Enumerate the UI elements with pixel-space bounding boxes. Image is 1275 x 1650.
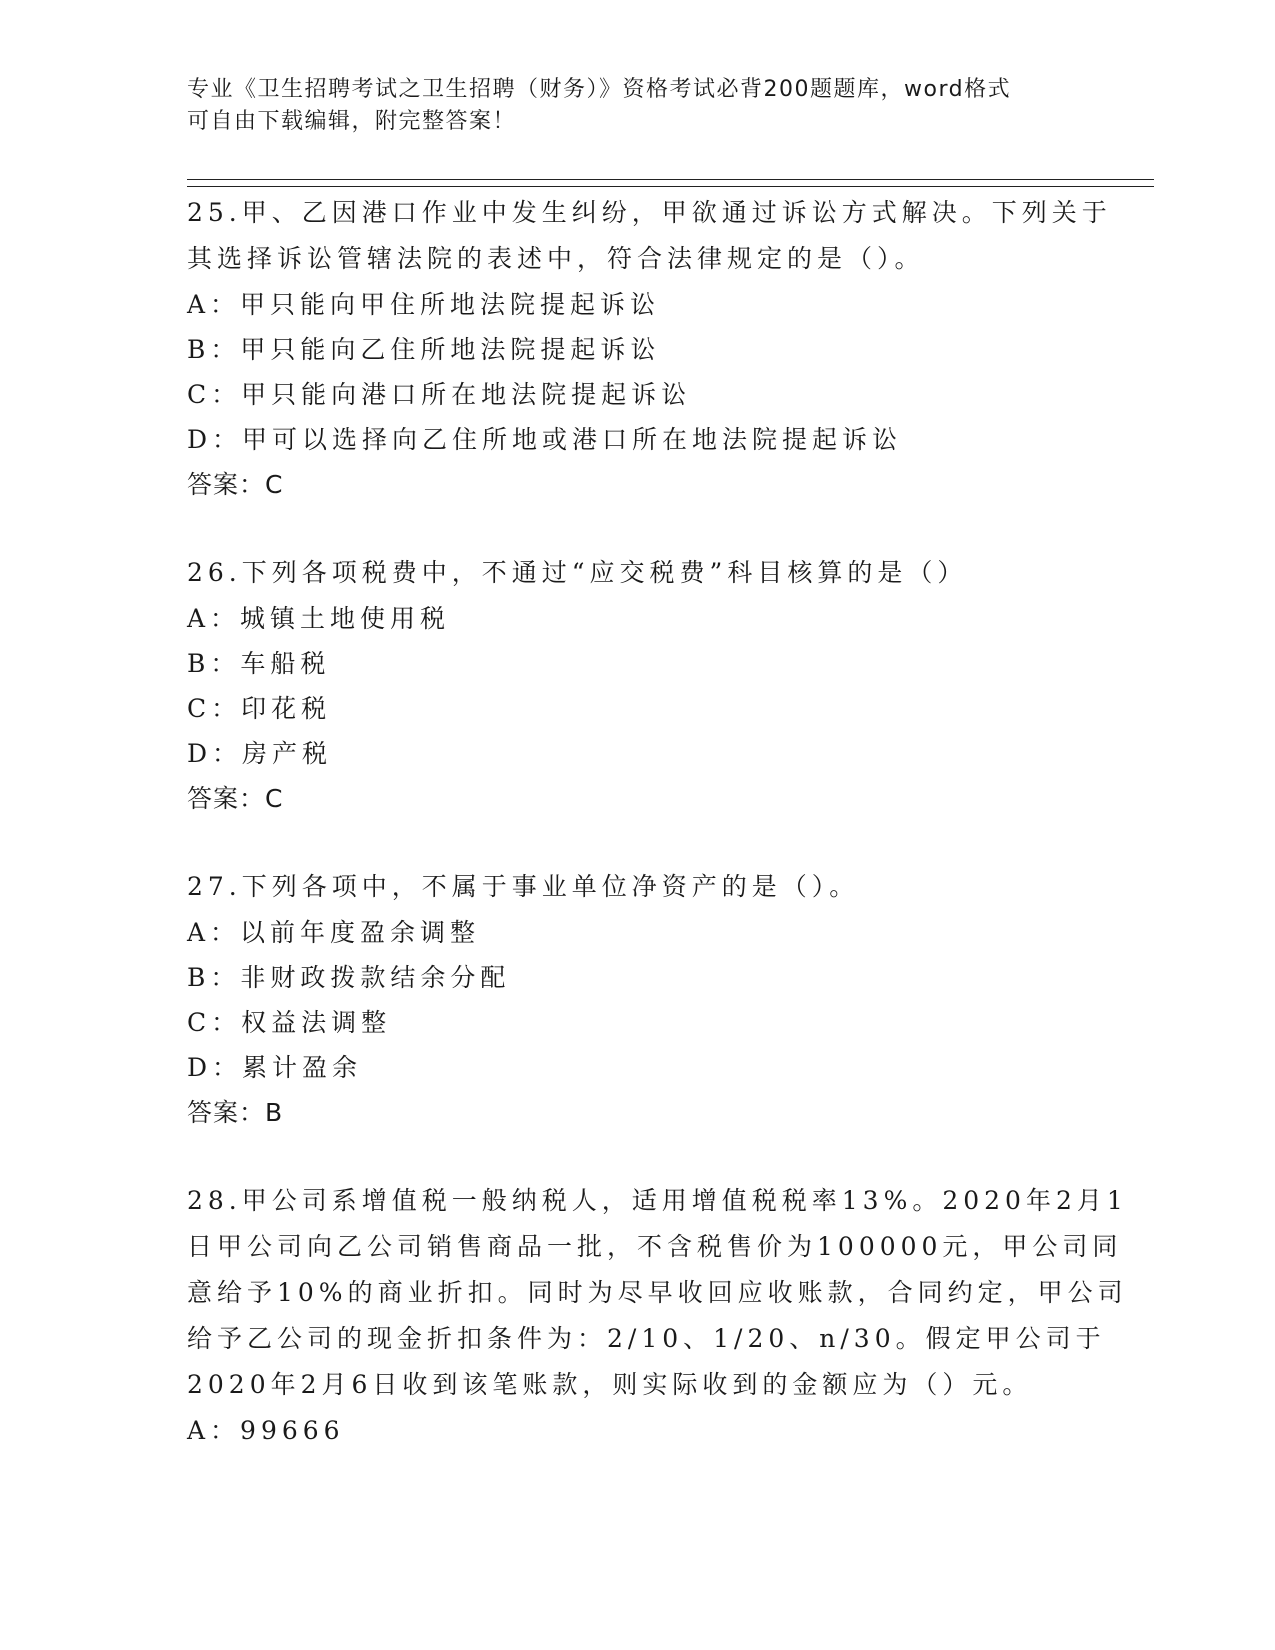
answer-line: 答案：C xyxy=(187,470,284,499)
header-title-line-1: 专业《卫生招聘考试之卫生招聘（财务）》资格考试必背200题题库，word格式 xyxy=(187,77,1012,102)
option-c: C：甲只能向港口所在地法院提起诉讼 xyxy=(187,380,692,409)
option-d: D：甲可以选择向乙住所地或港口所在地法院提起诉讼 xyxy=(187,425,903,454)
question-stem-line: 28.甲公司系增值税一般纳税人，适用增值税税率13%。2020年2月1 xyxy=(187,1186,1128,1215)
option-c: C：印花税 xyxy=(187,694,332,723)
option-b: B：车船税 xyxy=(187,649,331,678)
question-stem-line: 27.下列各项中，不属于事业单位净资产的是（）。 xyxy=(187,872,860,901)
question-stem-line: 其选择诉讼管辖法院的表述中，符合法律规定的是（）。 xyxy=(187,244,925,273)
option-d: D：累计盈余 xyxy=(187,1053,363,1082)
option-a: A：以前年度盈余调整 xyxy=(187,918,481,947)
header-title-line-2: 可自由下载编辑，附完整答案！ xyxy=(187,109,517,134)
question-list xyxy=(187,190,1128,1453)
document-header xyxy=(187,74,1067,138)
answer-line: 答案：C xyxy=(187,784,284,813)
question-spacer xyxy=(187,1136,1087,1178)
question-stem-line: 26.下列各项税费中，不通过“应交税费”科目核算的是（） xyxy=(187,558,968,587)
question-25 xyxy=(187,190,1112,508)
question-stem-line: 2020年2月6日收到该笔账款，则实际收到的金额应为（）元。 xyxy=(187,1370,1033,1399)
question-27 xyxy=(187,864,1087,1136)
header-divider-bottom xyxy=(187,186,1154,187)
option-c: C：权益法调整 xyxy=(187,1008,392,1037)
option-a: A：99666 xyxy=(187,1416,345,1445)
question-26 xyxy=(187,550,1087,822)
header-divider-top xyxy=(187,179,1154,180)
question-spacer xyxy=(187,508,1087,550)
option-d: D：房产税 xyxy=(187,739,333,768)
answer-line: 答案：B xyxy=(187,1098,284,1127)
question-28 xyxy=(187,1178,1128,1453)
question-stem-line: 日甲公司向乙公司销售商品一批，不含税售价为100000元，甲公司同 xyxy=(187,1232,1123,1261)
question-stem-line: 给予乙公司的现金折扣条件为：2/10、1/20、n/30。假定甲公司于 xyxy=(187,1324,1106,1353)
option-a: A：甲只能向甲住所地法院提起诉讼 xyxy=(187,290,661,319)
option-a: A：城镇土地使用税 xyxy=(187,604,451,633)
option-b: B：非财政拨款结余分配 xyxy=(187,963,511,992)
question-spacer xyxy=(187,822,1087,864)
question-stem-line: 意给予10%的商业折扣。同时为尽早收回应收账款，合同约定，甲公司 xyxy=(187,1278,1128,1307)
option-b: B：甲只能向乙住所地法院提起诉讼 xyxy=(187,335,661,364)
question-stem-line: 25.甲、乙因港口作业中发生纠纷，甲欲通过诉讼方式解决。下列关于 xyxy=(187,198,1112,227)
